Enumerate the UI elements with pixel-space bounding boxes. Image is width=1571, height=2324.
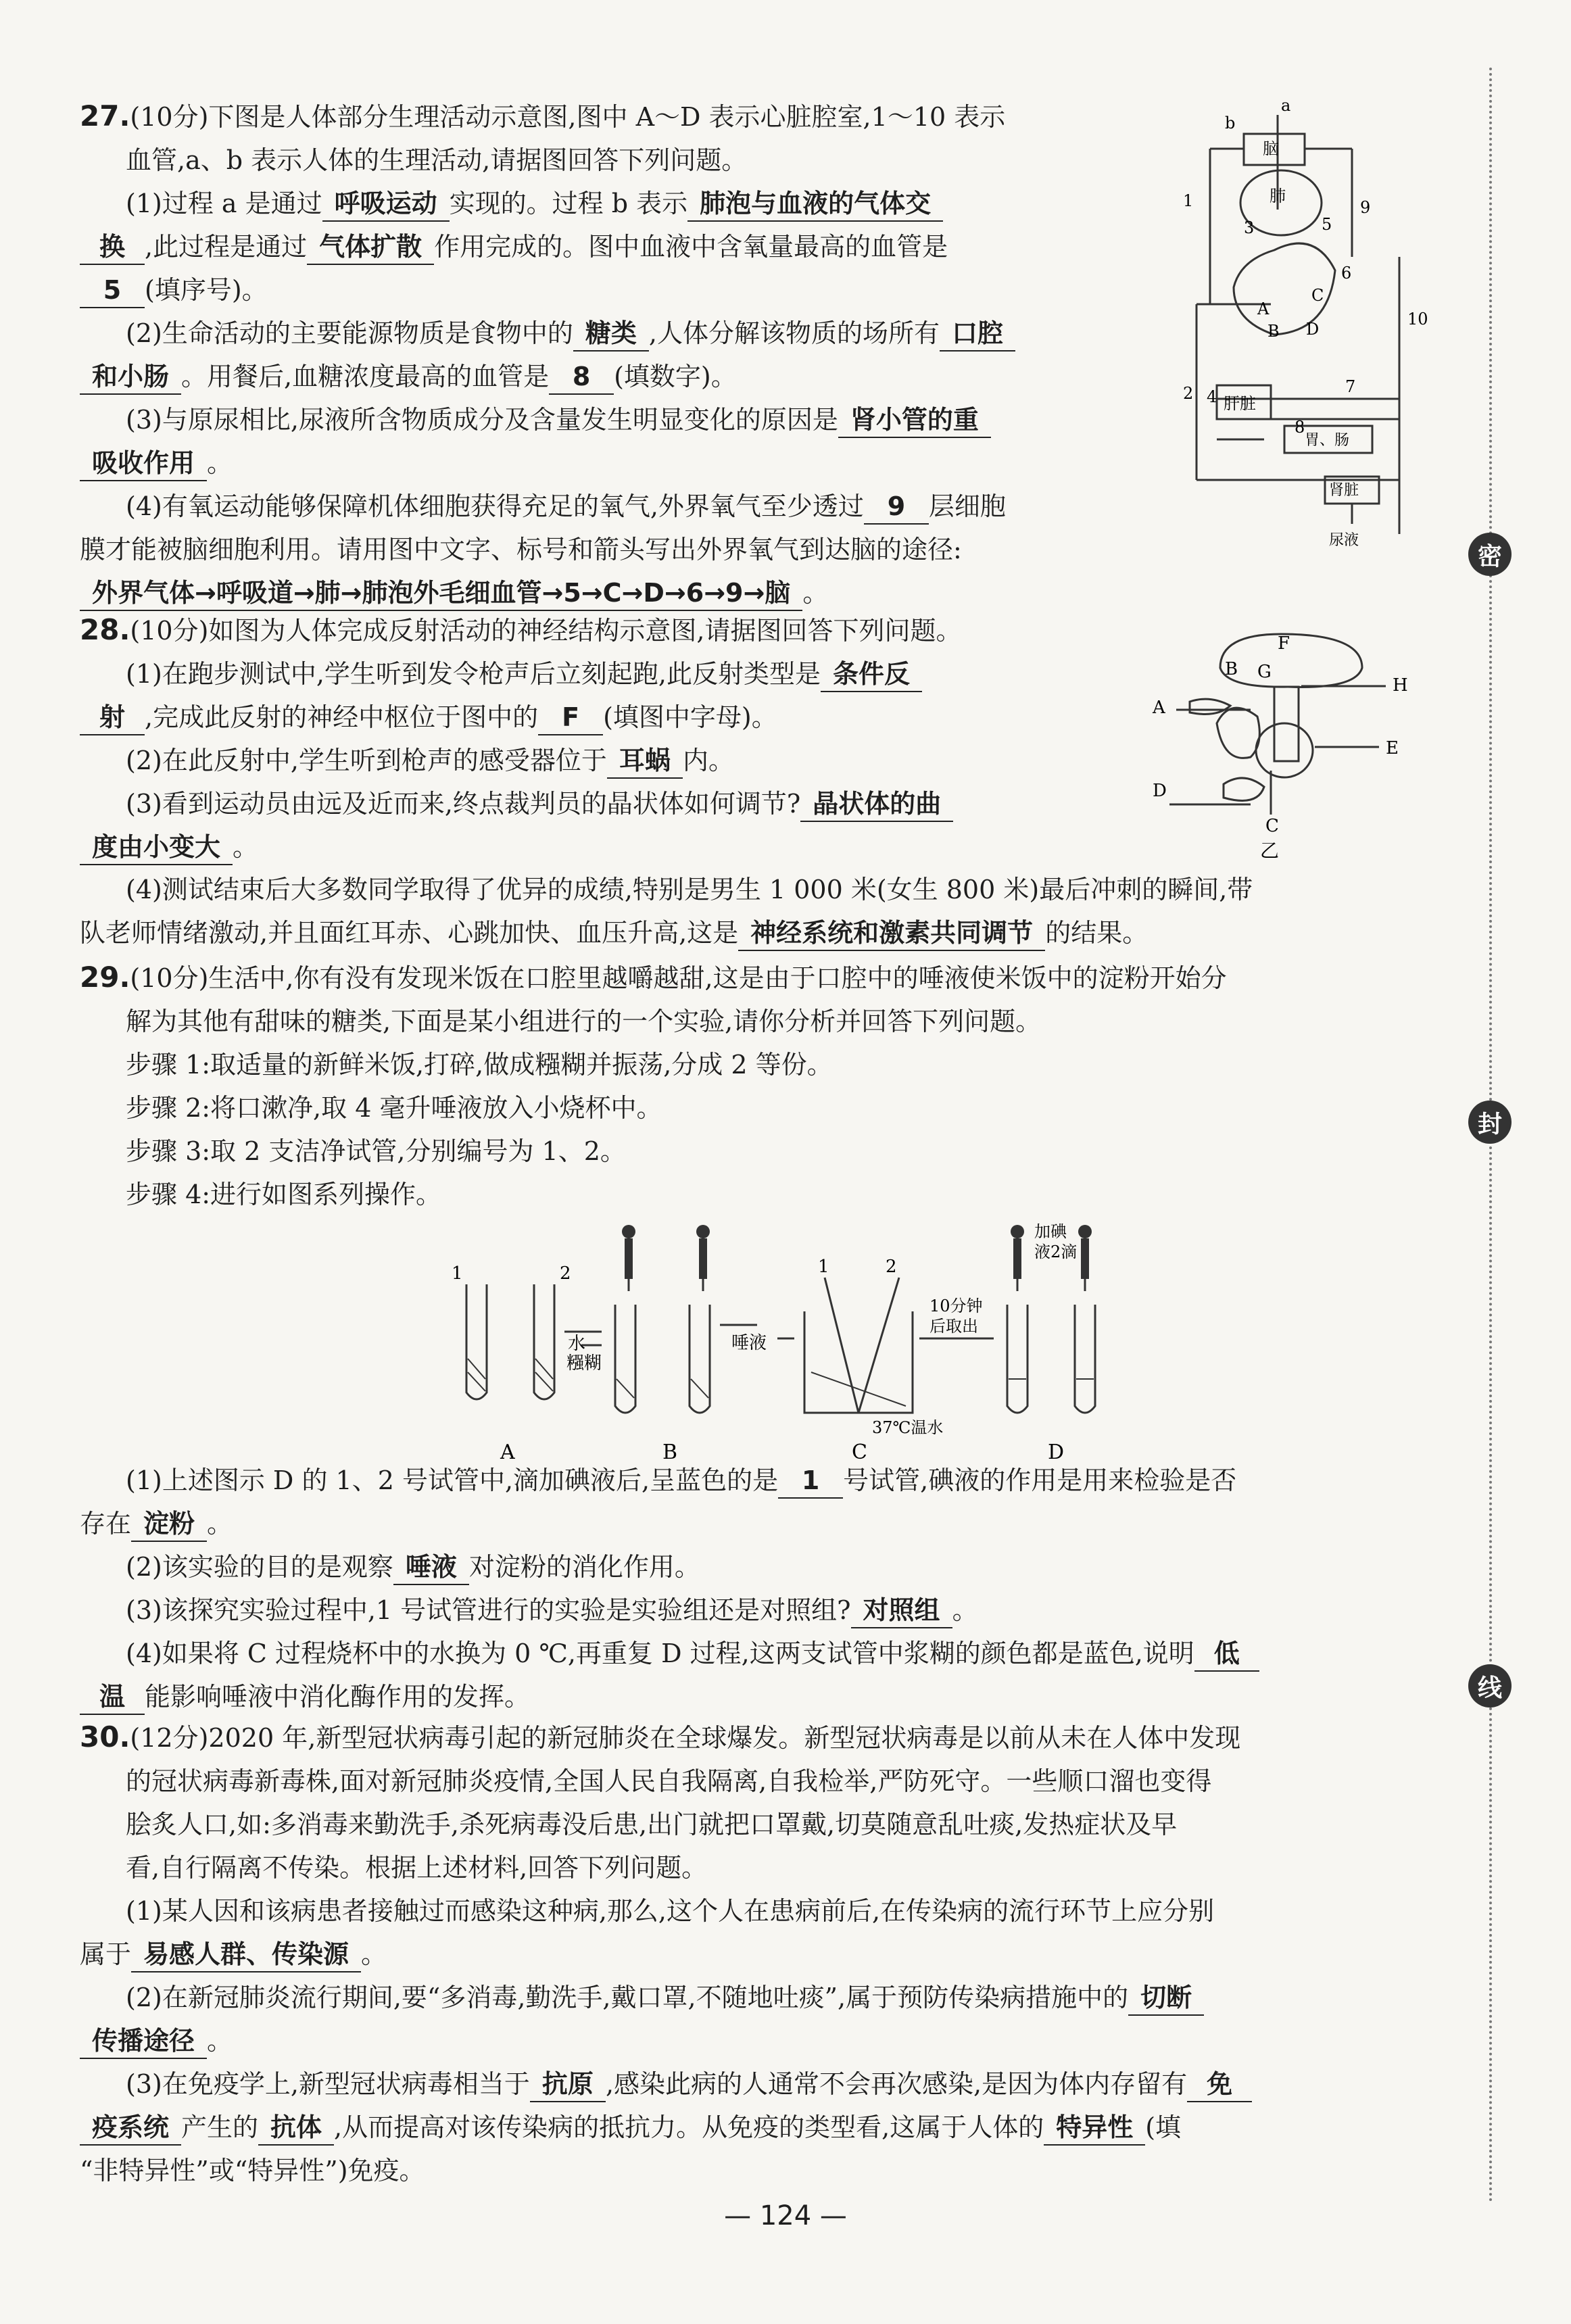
question-text: 。 <box>207 2026 233 2056</box>
question-27 <box>80 95 1161 614</box>
answer-blank: 温 <box>80 1680 145 1715</box>
stomach-label: 胃、肠 <box>1305 432 1350 449</box>
question-text: ,从而提高对该传染病的抵抗力。从免疫的类型看,这属于人体的 <box>334 2112 1044 2142</box>
question-text: (4)如果将 C 过程烧杯中的水换为 0 ℃,再重复 D 过程,这两支试管中浆糊的颜色都是蓝色,说明 <box>126 1639 1194 1668</box>
question-intro: 解为其他有甜味的糖类,下面是某小组进行的一个实验,请你分析并回答下列问题。 <box>126 1007 1042 1036</box>
question-text: (2)在此反射中,学生听到枪声的感受器位于 <box>126 746 607 775</box>
answer-blank: 低 <box>1194 1637 1259 1672</box>
question-28 <box>80 608 1161 869</box>
question-text: (1)上述图示 D 的 1、2 号试管中,滴加碘液后,呈蓝色的是 <box>126 1466 779 1495</box>
question-text: 。 <box>802 578 829 608</box>
iodine-label-1: 加碘 <box>1034 1222 1067 1241</box>
question-text: (3)在免疫学上,新型冠状病毒相当于 <box>126 2069 530 2099</box>
chamber-B: B <box>1267 322 1280 341</box>
answer-blank: 抗体 <box>258 2110 334 2146</box>
question-text: 。用餐后,血糖浓度最高的血管是 <box>181 362 550 391</box>
question-text: 对淀粉的消化作用。 <box>468 1552 700 1582</box>
vessel-10: 10 <box>1407 310 1428 329</box>
answer-blank: 9 <box>864 489 929 525</box>
vessel-3: 3 <box>1244 218 1255 237</box>
saliva-label: 唾液 <box>731 1333 767 1353</box>
kidney-label: 肾脏 <box>1329 482 1359 499</box>
answer-blank: 耳蜗 <box>607 744 683 779</box>
question-text: 产生的 <box>181 2112 259 2142</box>
question-number: 30. <box>80 1720 130 1753</box>
answer-blank: 呼吸运动 <box>322 187 450 222</box>
question-number: 28. <box>80 613 130 646</box>
chamber-C: C <box>1311 286 1324 305</box>
question-number: 29. <box>80 961 130 994</box>
seal-mi: 密 <box>1468 533 1512 576</box>
tube-2-label: 2 <box>560 1263 571 1284</box>
question-intro: 脍炙人口,如:多消毒来勤洗手,杀死病毒没后患,出门就把口罩戴,切莫随意乱吐痰,发热症状及早 <box>126 1810 1178 1839</box>
question-text: 。 <box>952 1595 978 1625</box>
step-A: A <box>500 1441 515 1464</box>
question-text: 属于 <box>80 1939 132 1969</box>
question-text: 。 <box>207 1509 233 1539</box>
question-text: 存在 <box>80 1509 132 1539</box>
label-a: a <box>1281 101 1291 115</box>
answer-blank: 晶状体的曲 <box>800 787 953 822</box>
question-text: (1)某人因和该病患者接触过而感染这种病,那么,这个人在患病前后,在传染病的流行环节上应分别 <box>126 1896 1215 1926</box>
chamber-D: D <box>1306 320 1320 339</box>
answer-blank: 8 <box>549 360 614 395</box>
answer-blank: 气体扩散 <box>307 230 434 265</box>
question-text: (2)该实验的目的是观察 <box>126 1552 393 1582</box>
question-text: 作用完成的。图中血液中含氧量最高的血管是 <box>434 232 948 262</box>
question-text: 层细胞 <box>928 491 1006 521</box>
iodine-label-2: 液2滴 <box>1034 1242 1078 1261</box>
vessel-2: 2 <box>1183 384 1194 403</box>
answer-blank: 糖类 <box>573 316 649 352</box>
time-label-1: 10分钟 <box>929 1297 983 1315</box>
answer-blank: 1 <box>778 1463 843 1499</box>
question-text: 能影响唾液中消化酶作用的发挥。 <box>145 1682 531 1712</box>
question-text: ,感染此病的人通常不会再次感染,是因为体内存留有 <box>605 2069 1188 2099</box>
answer-blank: 切断 <box>1128 1981 1204 2016</box>
question-intro: (12分)2020 年,新型冠状病毒引起的新冠肺炎在全球爆发。新型冠状病毒是以前从未在人体中发现 <box>130 1723 1241 1753</box>
urine-label: 尿液 <box>1329 532 1359 549</box>
question-text: 的结果。 <box>1045 918 1149 948</box>
label-F: F <box>1278 633 1290 654</box>
question-text: (3)该探究实验过程中,1 号试管进行的实验是实验组还是对照组? <box>126 1595 851 1625</box>
step-B: B <box>662 1441 678 1464</box>
question-text: (填图中字母)。 <box>603 702 777 732</box>
question-intro: (10分)下图是人体部分生理活动示意图,图中 A～D 表示心脏腔室,1～10 表示 <box>130 102 1006 132</box>
seal-feng: 封 <box>1468 1100 1512 1144</box>
question-29-parts <box>80 1459 1432 1718</box>
figure-caption: 乙 <box>1260 840 1280 862</box>
question-text: 号试管,碘液的作用是用来检验是否 <box>843 1466 1237 1495</box>
label-C: C <box>1265 816 1279 836</box>
question-intro: (10分)生活中,你有没有发现米饭在口腔里越嚼越甜,这是由于口腔中的唾液使米饭中的淀粉开始分 <box>130 963 1227 993</box>
label-H: H <box>1393 675 1408 696</box>
question-intro: 的冠状病毒新毒株,面对新冠肺炎疫情,全国人民自我隔离,自我检举,严防死守。一些顺口溜也变得 <box>126 1766 1212 1796</box>
answer-blank: 条件反 <box>821 657 922 692</box>
question-number: 27. <box>80 99 130 132</box>
question-text: “非特异性”或“特异性”)免疫。 <box>80 2156 425 2185</box>
answer-blank: 和小肠 <box>80 360 181 395</box>
question-text: (填序号)。 <box>145 275 268 305</box>
experiment-step: 步骤 4:进行如图系列操作。 <box>126 1180 442 1209</box>
answer-blank: 易感人群、传染源 <box>131 1937 361 1972</box>
question-text: ,完成此反射的神经中枢位于图中的 <box>145 702 539 732</box>
answer-blank: 免 <box>1187 2067 1252 2102</box>
label-E: E <box>1386 738 1399 758</box>
question-text: (2)在新冠肺炎流行期间,要“多消毒,勤洗手,戴口罩,不随地吐痰”,属于预防传染病措施中的 <box>126 1983 1129 2012</box>
question-text: 实现的。过程 b 表示 <box>449 189 688 218</box>
page-number: — 124 — <box>724 2200 847 2231</box>
temperature-label: 37℃温水 <box>872 1418 944 1437</box>
question-text: (1)过程 a 是通过 <box>126 189 322 218</box>
step-D: D <box>1048 1441 1065 1464</box>
question-text: ,人体分解该物质的场所有 <box>648 318 940 348</box>
label-B: B <box>1225 659 1238 679</box>
question-text: (填 <box>1145 2112 1182 2142</box>
tube-1-label: 1 <box>452 1263 463 1284</box>
brain-label: 脑 <box>1263 139 1279 158</box>
beaker-tube-2: 2 <box>886 1257 897 1277</box>
answer-blank: 神经系统和激素共同调节 <box>738 916 1045 951</box>
beaker-tube-1: 1 <box>818 1257 829 1277</box>
question-28-part4 <box>80 868 1432 954</box>
question-intro: (10分)如图为人体完成反射活动的神经结构示意图,请据图回答下列问题。 <box>130 616 962 646</box>
vessel-1: 1 <box>1183 191 1194 210</box>
answer-blank: 传播途径 <box>80 2024 207 2059</box>
vessel-6: 6 <box>1341 264 1352 283</box>
answer-blank: 对照组 <box>851 1593 952 1628</box>
answer-blank: 度由小变大 <box>80 830 233 865</box>
label-b: b <box>1225 114 1236 132</box>
answer-blank: 吸收作用 <box>80 446 207 481</box>
water-label: 水 <box>568 1334 586 1354</box>
label-D: D <box>1153 781 1167 801</box>
question-text: (1)在跑步测试中,学生听到发令枪声后立刻起跑,此反射类型是 <box>126 659 821 689</box>
question-intro: 看,自行隔离不传染。根据上述材料,回答下列问题。 <box>126 1853 708 1883</box>
answer-blank: 射 <box>80 700 145 735</box>
question-29 <box>80 956 1432 1216</box>
question-text: (4)测试结束后大多数同学取得了优异的成绩,特别是男生 1 000 米(女生 800 米)最后冲刺的瞬间,带 <box>126 875 1253 904</box>
reflex-arc-diagram <box>1149 622 1433 865</box>
question-text: 膜才能被脑细胞利用。请用图中文字、标号和箭头写出外界氧气到达脑的途径: <box>80 535 962 564</box>
question-text: (3)与原尿相比,尿液所含物质成分及含量发生明显变化的原因是 <box>126 405 838 435</box>
question-text: 。 <box>233 832 259 862</box>
question-text: 。 <box>207 448 233 478</box>
question-30 <box>80 1716 1432 2192</box>
vessel-9: 9 <box>1360 198 1371 217</box>
lung-label: 肺 <box>1270 187 1286 205</box>
answer-blank: 外界气体→呼吸道→肺→肺泡外毛细血管→5→C→D→6→9→脑 <box>80 576 802 611</box>
question-text: 。 <box>361 1939 387 1969</box>
answer-blank: 换 <box>80 230 145 265</box>
answer-blank: 肾小管的重 <box>838 403 991 438</box>
question-text: (3)看到运动员由远及近而来,终点裁判员的晶状体如何调节? <box>126 789 801 819</box>
seal-xian: 线 <box>1468 1664 1512 1708</box>
answer-blank: 口腔 <box>940 316 1015 352</box>
question-text: 队老师情绪激动,并且面红耳赤、心跳加快、血压升高,这是 <box>80 918 739 948</box>
answer-blank: 抗原 <box>530 2067 606 2102</box>
experiment-step: 步骤 3:取 2 支洁净试管,分别编号为 1、2。 <box>126 1136 626 1166</box>
liver-label: 肝脏 <box>1224 394 1256 413</box>
circulation-diagram <box>1176 101 1433 554</box>
experiment-diagram <box>439 1210 1102 1467</box>
question-text: ,此过程是通过 <box>145 232 308 262</box>
answer-blank: 特异性 <box>1044 2110 1145 2146</box>
vessel-4: 4 <box>1207 387 1217 406</box>
question-text: (填数字)。 <box>614 362 737 391</box>
experiment-step: 步骤 2:将口漱净,取 4 毫升唾液放入小烧杯中。 <box>126 1093 662 1123</box>
question-text: 内。 <box>682 746 734 775</box>
experiment-step: 步骤 1:取适量的新鲜米饭,打碎,做成糨糊并振荡,分成 2 等份。 <box>126 1050 833 1080</box>
answer-blank: 淀粉 <box>131 1507 207 1542</box>
vessel-7: 7 <box>1345 377 1356 396</box>
answer-blank: 唾液 <box>393 1550 469 1585</box>
vessel-5: 5 <box>1322 215 1332 234</box>
label-G: G <box>1257 662 1272 682</box>
chamber-A: A <box>1257 299 1270 318</box>
label-A: A <box>1153 698 1165 718</box>
answer-blank: 5 <box>80 273 145 308</box>
step-C: C <box>852 1441 867 1464</box>
answer-blank: F <box>538 700 603 735</box>
vessel-8: 8 <box>1295 418 1305 437</box>
question-intro: 血管,a、b 表示人体的生理活动,请据图回答下列问题。 <box>126 145 748 175</box>
answer-blank: 肺泡与血液的气体交 <box>687 187 943 222</box>
time-label-2: 后取出 <box>929 1317 978 1336</box>
paste-label: 糨糊 <box>566 1353 602 1374</box>
question-text: (4)有氧运动能够保障机体细胞获得充足的氧气,外界氧气至少透过 <box>126 491 864 521</box>
question-text: (2)生命活动的主要能源物质是食物中的 <box>126 318 573 348</box>
answer-blank: 疫系统 <box>80 2110 181 2146</box>
